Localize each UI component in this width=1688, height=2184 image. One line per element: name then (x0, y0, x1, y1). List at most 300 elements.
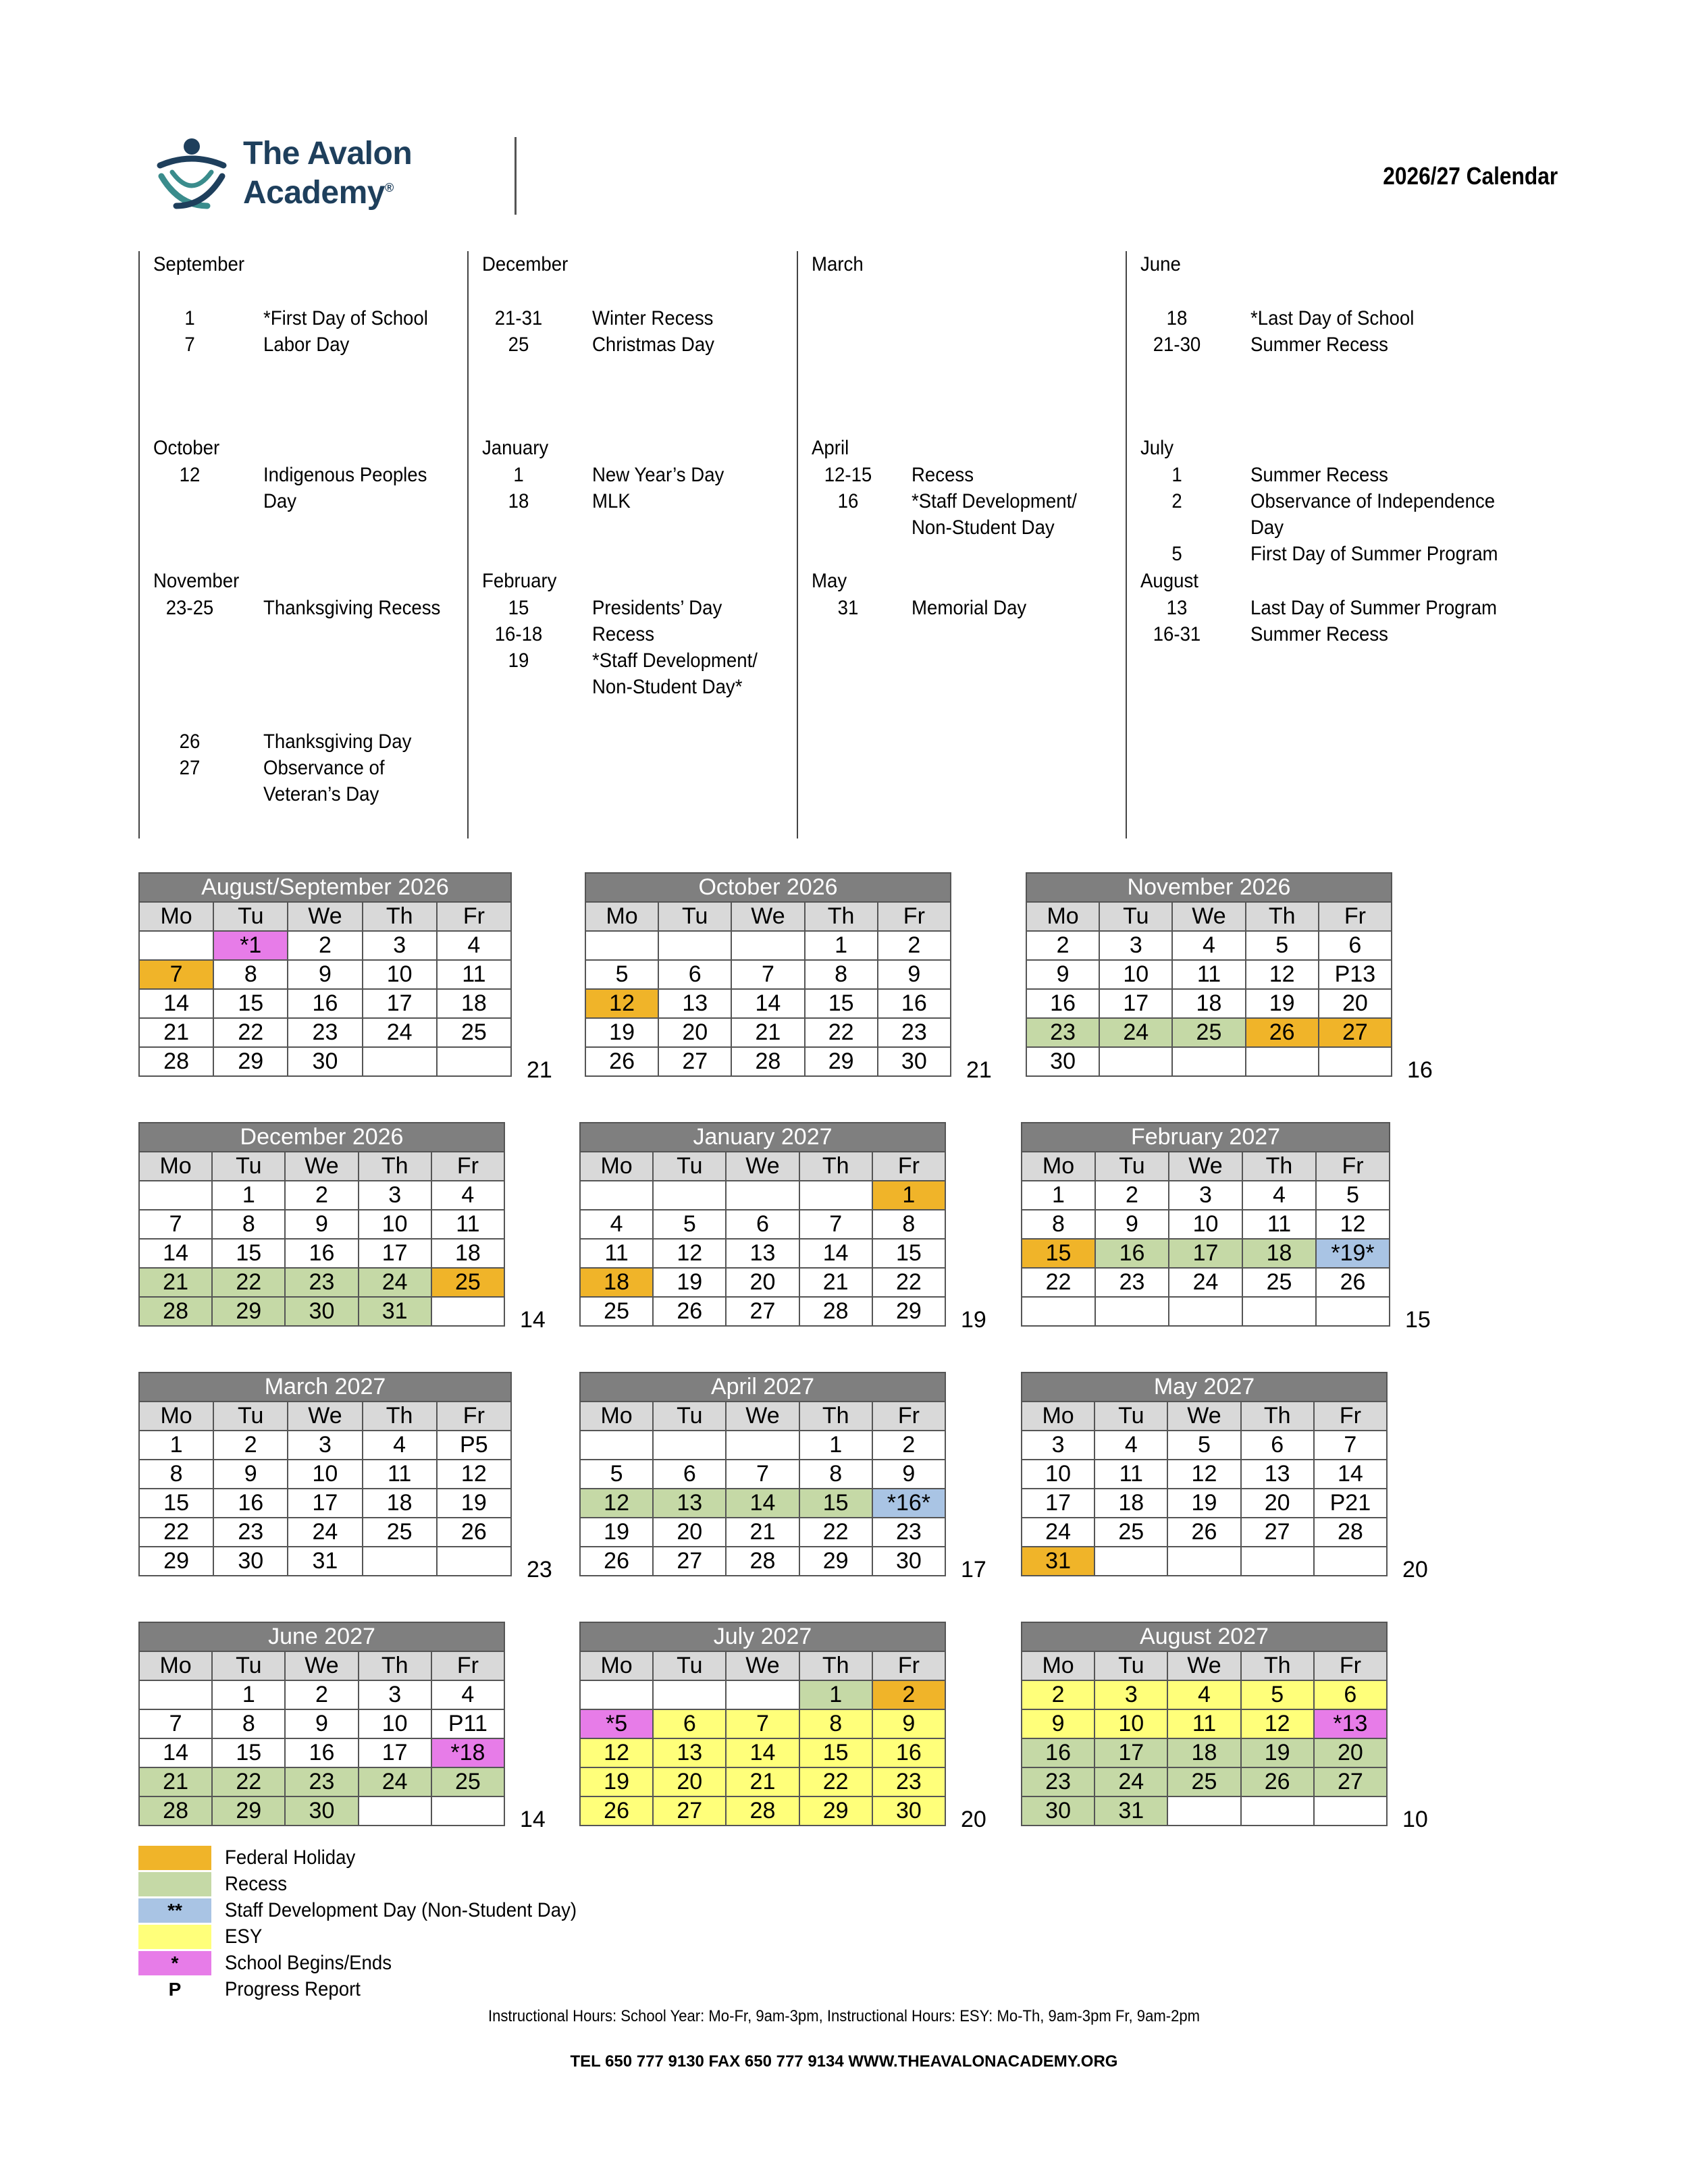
week-row (1022, 1489, 1387, 1518)
day-cell: 24 (1094, 1767, 1167, 1796)
event-description: Presidents’ Day (592, 597, 722, 619)
registered-mark: ® (384, 181, 394, 194)
month-title: August/September 2026 (139, 873, 511, 902)
day-cell: 21 (726, 1518, 799, 1547)
week-row (585, 1047, 951, 1076)
legend-label: Staff Development Day (Non-Student Day) (225, 1899, 577, 1921)
day-cell: 15 (872, 1239, 945, 1268)
event-description: Observance of Independence (1250, 490, 1496, 512)
day-cell: 17 (359, 1738, 431, 1767)
contact-info: TEL 650 777 9130 FAX 650 777 9134 WWW.THEAVALONACADEMY.ORG (570, 2052, 1118, 2071)
day-cell: 24 (363, 1018, 437, 1047)
day-cell: 26 (580, 1796, 653, 1826)
legend-label: ESY (225, 1925, 263, 1948)
day-cell: 11 (1242, 1210, 1316, 1239)
day-cell: 27 (1319, 1018, 1392, 1047)
day-cell (580, 1680, 653, 1709)
day-cell: 5 (585, 960, 658, 989)
day-cell: 31 (359, 1297, 431, 1326)
day-cell: 17 (1099, 989, 1172, 1018)
day-cell: *19* (1316, 1239, 1390, 1268)
day-cell: 13 (653, 1489, 726, 1518)
instructional-day-count: 10 (1402, 1807, 1428, 1832)
events-column (797, 251, 1126, 838)
month-calendar (579, 1372, 946, 1576)
event-date: 21-31 (494, 307, 543, 329)
day-cell: 28 (1314, 1518, 1387, 1547)
weekday-header: Mo (580, 1152, 653, 1181)
day-cell: 3 (1169, 1181, 1242, 1210)
day-cell: 8 (212, 1709, 285, 1738)
day-cell (580, 1431, 653, 1460)
weekday-header: We (726, 1651, 799, 1680)
day-cell: 29 (799, 1547, 872, 1576)
day-cell: 16 (878, 989, 951, 1018)
week-row (580, 1210, 945, 1239)
day-cell (1169, 1297, 1242, 1326)
month-calendar (579, 1122, 946, 1327)
weekday-header: Mo (139, 1402, 213, 1431)
day-cell (1316, 1297, 1390, 1326)
event-description: MLK (592, 490, 631, 512)
weekday-header: Tu (658, 902, 731, 931)
event-date: 27 (179, 757, 201, 779)
weekday-header: Tu (653, 1651, 726, 1680)
day-cell: 25 (437, 1018, 511, 1047)
day-cell (1167, 1796, 1240, 1826)
day-cell: *16* (872, 1489, 945, 1518)
day-cell: 1 (139, 1431, 213, 1460)
day-cell: 1 (805, 931, 878, 960)
legend-swatch: ** (138, 1898, 211, 1923)
day-cell: 25 (1167, 1767, 1240, 1796)
weekday-header: We (731, 902, 804, 931)
weekday-header: Fr (872, 1402, 945, 1431)
weekday-header: Mo (139, 1651, 212, 1680)
day-cell (437, 1547, 511, 1576)
day-cell (653, 1181, 726, 1210)
week-row (139, 1489, 511, 1518)
day-cell: 7 (1314, 1431, 1387, 1460)
weekday-header: Mo (580, 1651, 653, 1680)
day-cell: 4 (431, 1181, 504, 1210)
weekday-header: Tu (1094, 1651, 1167, 1680)
week-row (580, 1767, 945, 1796)
day-cell: 9 (285, 1709, 358, 1738)
day-cell (1022, 1297, 1095, 1326)
day-cell (726, 1680, 799, 1709)
column-divider (467, 251, 469, 838)
day-cell: 3 (359, 1680, 431, 1709)
day-cell: 7 (139, 1709, 212, 1738)
day-cell: 11 (1167, 1709, 1240, 1738)
day-cell: 1 (212, 1181, 285, 1210)
week-row (585, 960, 951, 989)
event-date: 19 (508, 649, 529, 672)
day-cell: 2 (213, 1431, 288, 1460)
event-date: 12 (179, 464, 201, 486)
week-row (139, 1460, 511, 1489)
day-cell (726, 1181, 799, 1210)
day-cell: 20 (653, 1767, 726, 1796)
events-section (138, 251, 1498, 838)
day-cell: 12 (1246, 960, 1319, 989)
day-cell (1314, 1547, 1387, 1576)
weekday-header: Th (363, 902, 437, 931)
day-cell (1241, 1796, 1314, 1826)
day-cell: 3 (1022, 1431, 1094, 1460)
day-cell: 20 (1319, 989, 1392, 1018)
week-row (139, 1297, 504, 1326)
event-description: *Staff Development/ (912, 490, 1077, 512)
legend-label: Progress Report (225, 1978, 361, 2000)
day-cell: 8 (799, 1460, 872, 1489)
weekday-header: Tu (213, 902, 288, 931)
weekday-header: Tu (1099, 902, 1172, 931)
column-divider (797, 251, 798, 838)
day-cell: 31 (1022, 1547, 1094, 1576)
week-row (139, 960, 511, 989)
day-cell: 2 (285, 1680, 358, 1709)
week-row (139, 1680, 504, 1709)
day-cell: 10 (1094, 1709, 1167, 1738)
month-title: April 2027 (580, 1373, 945, 1402)
day-cell: 12 (1241, 1709, 1314, 1738)
day-cell: 15 (805, 989, 878, 1018)
day-cell: 8 (139, 1460, 213, 1489)
day-cell: 8 (805, 960, 878, 989)
weekday-header: Tu (653, 1152, 726, 1181)
day-cell: 6 (1319, 931, 1392, 960)
day-cell: 13 (726, 1239, 799, 1268)
legend-swatch (138, 1846, 211, 1870)
weekday-header: Fr (1319, 902, 1392, 931)
day-cell: 21 (726, 1767, 799, 1796)
day-cell: P21 (1314, 1489, 1387, 1518)
day-cell: 8 (1022, 1210, 1095, 1239)
day-cell: 18 (1172, 989, 1245, 1018)
event-description: Recess (912, 464, 974, 486)
week-row (1022, 1767, 1387, 1796)
event-description: Indigenous Peoples (263, 464, 427, 486)
day-cell: 13 (1241, 1460, 1314, 1489)
day-cell: 16 (1022, 1738, 1094, 1767)
weekday-header: Mo (1022, 1402, 1094, 1431)
day-cell: 12 (653, 1239, 726, 1268)
event-description: Christmas Day (592, 334, 714, 356)
month-calendar (1021, 1122, 1390, 1327)
week-row (580, 1431, 945, 1460)
day-cell (1167, 1547, 1240, 1576)
day-cell: 11 (1094, 1460, 1167, 1489)
day-cell: 18 (1094, 1489, 1167, 1518)
day-cell: 14 (139, 1738, 212, 1767)
day-cell: 16 (1026, 989, 1099, 1018)
day-cell: 26 (580, 1547, 653, 1576)
day-cell: 19 (580, 1518, 653, 1547)
day-cell: 24 (1169, 1268, 1242, 1297)
weekday-header: Tu (1095, 1152, 1169, 1181)
month-title: July 2027 (580, 1622, 945, 1651)
day-cell: 22 (139, 1518, 213, 1547)
day-cell: 23 (285, 1268, 358, 1297)
day-cell: 4 (580, 1210, 653, 1239)
day-cell: 15 (799, 1489, 872, 1518)
day-cell: 17 (359, 1239, 431, 1268)
instructional-hours-note: Instructional Hours: School Year: Mo-Fr, 9am-3pm, Instructional Hours: ESY: Mo-Th, 9am-3pm Fr, 9am-2pm (487, 2007, 1201, 2025)
day-cell: 8 (213, 960, 288, 989)
week-row (1022, 1268, 1390, 1297)
day-cell: 30 (288, 1047, 362, 1076)
event-description: Observance of (263, 757, 385, 779)
day-cell: 18 (437, 989, 511, 1018)
day-cell: 28 (139, 1047, 213, 1076)
event-month-label: August (1140, 570, 1198, 592)
day-cell: *1 (213, 931, 288, 960)
day-cell: 24 (1022, 1518, 1094, 1547)
week-row (139, 1239, 504, 1268)
event-date: 16 (837, 490, 859, 512)
legend-label: Recess (225, 1873, 288, 1895)
week-row (580, 1297, 945, 1326)
weekday-header: Tu (212, 1152, 285, 1181)
weekday-header: Th (799, 1152, 872, 1181)
day-cell: 21 (139, 1018, 213, 1047)
weekday-header: Mo (580, 1402, 653, 1431)
event-month-label: April (812, 437, 849, 459)
weekday-header: Th (799, 1402, 872, 1431)
day-cell: 9 (213, 1460, 288, 1489)
day-cell: 1 (212, 1680, 285, 1709)
day-cell: 22 (212, 1767, 285, 1796)
day-cell: 19 (437, 1489, 511, 1518)
day-cell (658, 931, 731, 960)
weekday-header: Fr (1314, 1651, 1387, 1680)
day-cell: 3 (1099, 931, 1172, 960)
day-cell: 16 (285, 1239, 358, 1268)
week-row (1022, 1431, 1387, 1460)
logo-line-1: The Avalon (243, 136, 413, 171)
day-cell (363, 1047, 437, 1076)
day-cell: 12 (437, 1460, 511, 1489)
weekday-header: Tu (1094, 1402, 1167, 1431)
day-cell: 22 (213, 1018, 288, 1047)
day-cell: 16 (1095, 1239, 1169, 1268)
day-cell: 14 (139, 989, 213, 1018)
day-cell (437, 1047, 511, 1076)
month-title: January 2027 (580, 1123, 945, 1152)
day-cell: 21 (731, 1018, 804, 1047)
day-cell: 9 (1095, 1210, 1169, 1239)
week-row (1022, 1796, 1387, 1826)
day-cell (585, 931, 658, 960)
event-description: Day (263, 490, 297, 512)
day-cell (799, 1181, 872, 1210)
event-month-label: March (812, 253, 864, 275)
week-row (580, 1709, 945, 1738)
day-cell: 10 (359, 1210, 431, 1239)
day-cell: 17 (1094, 1738, 1167, 1767)
event-description: *Staff Development/ (592, 649, 758, 672)
day-cell: 29 (212, 1297, 285, 1326)
week-row (580, 1547, 945, 1576)
week-row (580, 1181, 945, 1210)
day-cell: 23 (285, 1767, 358, 1796)
instructional-day-count: 19 (961, 1307, 986, 1333)
day-cell: 29 (799, 1796, 872, 1826)
weekday-header: Tu (212, 1651, 285, 1680)
weekday-header: Fr (431, 1651, 504, 1680)
instructional-day-count: 20 (1402, 1557, 1428, 1582)
day-cell: 24 (359, 1268, 431, 1297)
event-date: 1 (184, 307, 195, 329)
weekday-header: Th (359, 1651, 431, 1680)
event-date: 16-31 (1153, 623, 1201, 645)
day-cell: 2 (878, 931, 951, 960)
day-cell: 5 (653, 1210, 726, 1239)
month-calendar (138, 1122, 505, 1327)
day-cell: 29 (212, 1796, 285, 1826)
legend-swatch (138, 1925, 211, 1949)
weekday-header: We (1167, 1402, 1240, 1431)
day-cell: 3 (288, 1431, 362, 1460)
week-row (580, 1738, 945, 1767)
day-cell: 4 (437, 931, 511, 960)
week-row (1022, 1680, 1387, 1709)
week-row (139, 931, 511, 960)
weekday-header: Th (1246, 902, 1319, 931)
day-cell: 27 (1241, 1518, 1314, 1547)
day-cell: 4 (1172, 931, 1245, 960)
day-cell: 6 (653, 1460, 726, 1489)
week-row (1022, 1709, 1387, 1738)
day-cell: 27 (653, 1547, 726, 1576)
day-cell: 7 (726, 1460, 799, 1489)
event-description: Thanksgiving Recess (263, 597, 441, 619)
day-cell: 1 (799, 1680, 872, 1709)
weekday-header: Th (359, 1152, 431, 1181)
day-cell: 21 (139, 1767, 212, 1796)
day-cell: 16 (213, 1489, 288, 1518)
week-row (139, 1268, 504, 1297)
event-date: 16-18 (494, 623, 543, 645)
week-row (580, 1518, 945, 1547)
day-cell: 13 (658, 989, 731, 1018)
day-cell: 28 (799, 1297, 872, 1326)
legend-label: Federal Holiday (225, 1846, 356, 1869)
day-cell: 28 (139, 1796, 212, 1826)
event-month-label: January (482, 437, 549, 459)
instructional-day-count: 16 (1407, 1057, 1433, 1083)
day-cell: 4 (431, 1680, 504, 1709)
day-cell: 21 (139, 1268, 212, 1297)
day-cell: 2 (1026, 931, 1099, 960)
month-calendar (138, 1622, 505, 1826)
day-cell (139, 1680, 212, 1709)
day-cell: 10 (1099, 960, 1172, 989)
day-cell (1314, 1796, 1387, 1826)
event-description: First Day of Summer Program (1250, 543, 1498, 565)
day-cell: 14 (139, 1239, 212, 1268)
day-cell: 17 (363, 989, 437, 1018)
day-cell: 23 (288, 1018, 362, 1047)
day-cell: 30 (872, 1796, 945, 1826)
weekday-header: Mo (139, 902, 213, 931)
day-cell: 18 (431, 1239, 504, 1268)
day-cell: 18 (1242, 1239, 1316, 1268)
day-cell: 31 (288, 1547, 362, 1576)
day-cell: 28 (731, 1047, 804, 1076)
month-calendar (579, 1622, 946, 1826)
day-cell: 19 (1246, 989, 1319, 1018)
week-row (585, 931, 951, 960)
week-row (139, 1047, 511, 1076)
day-cell: 26 (1167, 1518, 1240, 1547)
week-row (139, 1709, 504, 1738)
event-date: 25 (508, 334, 529, 356)
week-row (585, 989, 951, 1018)
day-cell: 20 (726, 1268, 799, 1297)
day-cell: 26 (437, 1518, 511, 1547)
day-cell: 12 (580, 1489, 653, 1518)
day-cell: 26 (585, 1047, 658, 1076)
column-divider (138, 251, 140, 838)
legend-label: School Begins/Ends (225, 1952, 392, 1974)
day-cell (653, 1680, 726, 1709)
day-cell: 12 (1167, 1460, 1240, 1489)
event-month-label: February (482, 570, 557, 592)
day-cell: 24 (288, 1518, 362, 1547)
month-title: August 2027 (1022, 1622, 1387, 1651)
month-calendar (1026, 872, 1392, 1077)
week-row (139, 1431, 511, 1460)
day-cell: 18 (580, 1268, 653, 1297)
day-cell: 26 (653, 1297, 726, 1326)
day-cell: 19 (1167, 1489, 1240, 1518)
events-column (138, 251, 467, 838)
week-row (1022, 1239, 1390, 1268)
week-row (580, 1239, 945, 1268)
weekday-header: Mo (1022, 1651, 1094, 1680)
week-row (1026, 1047, 1392, 1076)
day-cell: 26 (1241, 1767, 1314, 1796)
day-cell: 16 (285, 1738, 358, 1767)
event-date: 31 (837, 597, 859, 619)
event-description: Non-Student Day (912, 516, 1055, 539)
day-cell: 6 (726, 1210, 799, 1239)
day-cell: 26 (1246, 1018, 1319, 1047)
day-cell: 20 (653, 1518, 726, 1547)
event-description: Recess (592, 623, 655, 645)
event-month-label: October (153, 437, 220, 459)
day-cell: 10 (363, 960, 437, 989)
day-cell: 8 (872, 1210, 945, 1239)
day-cell: 19 (653, 1268, 726, 1297)
weekday-header: Mo (1026, 902, 1099, 931)
event-date: 21-30 (1153, 334, 1201, 356)
day-cell (1319, 1047, 1392, 1076)
month-title: February 2027 (1022, 1123, 1390, 1152)
event-description: Day (1250, 516, 1284, 539)
event-date: 18 (508, 490, 529, 512)
instructional-day-count: 15 (1405, 1307, 1431, 1333)
day-cell: 28 (139, 1297, 212, 1326)
day-cell: 29 (139, 1547, 213, 1576)
day-cell: 9 (872, 1460, 945, 1489)
day-cell: 24 (359, 1767, 431, 1796)
day-cell: 12 (580, 1738, 653, 1767)
column-divider (1126, 251, 1127, 838)
